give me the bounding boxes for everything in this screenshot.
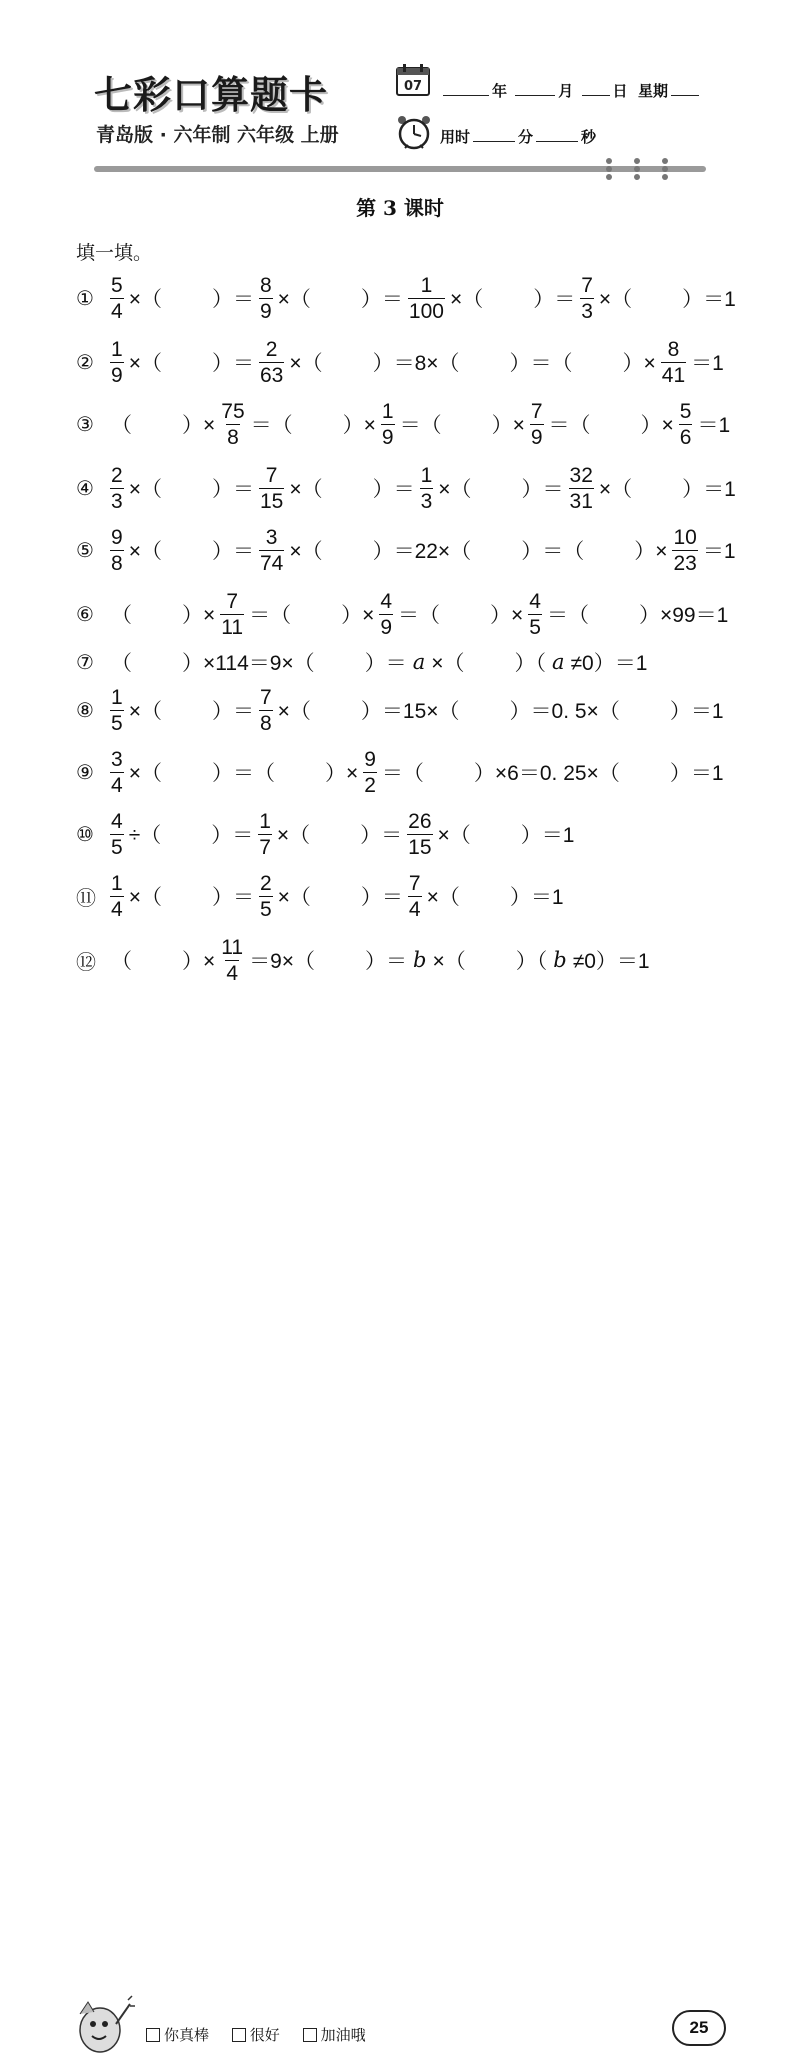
calendar-icon <box>396 64 430 96</box>
denominator: 4 <box>226 961 239 985</box>
fraction <box>408 275 445 322</box>
denominator: 9 <box>111 363 123 387</box>
expression-text: ）× <box>622 352 656 375</box>
rating-option[interactable]: 很好 <box>232 2024 280 2045</box>
problem-row <box>76 396 733 452</box>
expression-text: ×（ <box>128 478 162 501</box>
variable: a <box>551 650 565 674</box>
denominator: 4 <box>111 773 123 797</box>
fraction <box>110 873 124 920</box>
expression-text: ×（ <box>432 950 466 973</box>
fraction <box>580 275 594 322</box>
numerator: 1 <box>111 337 123 361</box>
footer <box>0 990 800 2044</box>
numerator: 8 <box>667 337 680 361</box>
expression-text: ）＝ <box>211 886 254 909</box>
numerator: 7 <box>226 589 239 613</box>
expression-text: ）（ <box>515 950 548 973</box>
expression-text: ）＝ <box>372 478 415 501</box>
expression-text: （ <box>111 950 132 973</box>
self-rating <box>146 2024 384 2046</box>
denominator: 23 <box>673 551 697 575</box>
problem-number: ⑪ <box>76 885 96 910</box>
expression-text: ×（ <box>128 352 162 375</box>
denominator: 11 <box>221 615 244 639</box>
checkbox[interactable] <box>303 2028 317 2042</box>
header-divider <box>94 166 706 172</box>
week-label: 星期 <box>637 82 668 100</box>
numerator: 4 <box>529 589 541 613</box>
denominator: 31 <box>569 489 593 513</box>
expression-text: ×（ <box>598 478 633 501</box>
checkbox[interactable] <box>232 2028 246 2042</box>
clock-icon <box>396 114 432 150</box>
fraction <box>363 749 377 796</box>
expression-text: ）×6＝0. 25×（ <box>473 762 620 785</box>
brand-title: 七彩口算题卡 <box>94 72 329 117</box>
expression-text: ×（ <box>289 478 323 501</box>
numerator: 3 <box>111 747 123 771</box>
fraction <box>379 591 393 638</box>
denominator: 9 <box>380 615 393 639</box>
denominator: 5 <box>259 897 272 921</box>
divider-pin <box>606 158 612 180</box>
expression-text: （ <box>111 414 132 437</box>
fraction <box>110 749 124 796</box>
numerator: 1 <box>381 399 394 423</box>
denominator: 6 <box>679 425 692 449</box>
denominator: 9 <box>381 425 394 449</box>
problem-row <box>76 522 739 578</box>
denominator: 100 <box>408 299 444 323</box>
numerator: 7 <box>265 463 278 487</box>
expression-text: ）＝ <box>360 824 403 847</box>
rating-option[interactable]: 你真棒 <box>146 2024 209 2045</box>
day-blank[interactable] <box>582 81 610 96</box>
expression-text: ×（ <box>277 700 311 723</box>
seconds-blank[interactable] <box>536 127 578 142</box>
expression-text: ）＝ <box>211 824 254 847</box>
fraction <box>420 465 434 512</box>
expression-text: ＝1 <box>691 352 724 375</box>
expression-text: ＝（ <box>250 414 293 437</box>
fraction <box>110 339 124 386</box>
expression-text: ×（ <box>128 540 162 563</box>
expression-text: ×（ <box>128 700 162 723</box>
numerator: 7 <box>581 273 593 297</box>
expression-text: ）＝0. 5×（ <box>509 700 620 723</box>
fraction <box>259 873 273 920</box>
expression-text: ×（ <box>276 824 311 847</box>
instruction: 填一填。 <box>76 242 153 264</box>
denominator: 3 <box>420 489 433 513</box>
expression-text: ）＝1 <box>520 824 575 847</box>
denominator: 4 <box>111 897 123 921</box>
expression-text: ＝1 <box>702 540 736 563</box>
divider-pin <box>634 158 640 180</box>
year-label: 年 <box>492 82 508 100</box>
date-fill-line <box>440 80 702 101</box>
expression-text: ×（ <box>289 540 323 563</box>
checkbox[interactable] <box>146 2028 160 2042</box>
expression-text: ）× <box>342 414 376 437</box>
numerator: 75 <box>221 399 245 423</box>
expression-text: ×（ <box>128 886 162 909</box>
numerator: 32 <box>569 463 593 487</box>
expression-text: ）＝ <box>211 478 254 501</box>
fraction <box>110 811 124 858</box>
numerator: 1 <box>259 809 271 833</box>
numerator: 7 <box>408 871 421 895</box>
expression-text: ×（ <box>431 652 465 675</box>
denominator: 74 <box>259 551 284 575</box>
denominator: 8 <box>227 425 239 449</box>
time-fill-line <box>440 126 596 147</box>
expression-text: ）＝ <box>211 540 254 563</box>
expression-text: ×（ <box>128 288 162 311</box>
page-number: 25 <box>672 2010 726 2046</box>
problem-number: ⑥ <box>76 602 94 626</box>
fraction <box>408 873 422 920</box>
expression-text: ＝（ <box>381 762 424 785</box>
problem-row <box>76 334 727 390</box>
expression-text: ＝9×（ <box>249 950 316 973</box>
header <box>0 0 800 190</box>
expression-text: ）＝1 <box>682 478 736 501</box>
denominator: 8 <box>111 551 123 575</box>
year-blank[interactable] <box>443 81 489 96</box>
denominator: 63 <box>259 363 284 387</box>
expression-text: ×（ <box>277 886 311 909</box>
edition-label: 青岛版 · 六年制 六年级 上册 <box>96 124 339 146</box>
expression-text: ≠0）＝1 <box>570 652 648 675</box>
denominator: 41 <box>661 363 686 387</box>
expression-text: ×（ <box>128 762 162 785</box>
variable: a <box>412 650 426 674</box>
expression-text: ）× <box>490 604 524 627</box>
expression-text: ）＝1 <box>669 762 724 785</box>
fraction <box>672 527 697 574</box>
expression-text: ）× <box>634 540 668 563</box>
expression-text: ＝（ <box>249 604 292 627</box>
fraction <box>220 401 245 448</box>
numerator: 5 <box>111 273 123 297</box>
fraction <box>110 527 124 574</box>
fraction <box>381 401 395 448</box>
numerator: 7 <box>530 399 543 423</box>
expression-text: ）＝（ <box>521 540 585 563</box>
fraction <box>407 811 432 858</box>
expression-text: （ <box>111 652 132 675</box>
denominator: 3 <box>111 489 123 513</box>
expression-text: ÷（ <box>128 824 162 847</box>
numerator: 2 <box>265 337 278 361</box>
expression-text: ）＝ <box>533 288 576 311</box>
expression-text: ×（ <box>426 886 460 909</box>
expression-text: ）× <box>341 604 375 627</box>
expression-text: ）＝ <box>364 652 407 675</box>
time-used-label: 用时 <box>440 128 471 146</box>
expression-text: ＝1 <box>697 414 731 437</box>
numerator: 4 <box>380 589 393 613</box>
problem-number: ⑩ <box>76 822 94 846</box>
fraction <box>110 687 124 734</box>
numerator: 7 <box>259 685 272 709</box>
expression-text: ≠0）＝1 <box>572 950 650 973</box>
mascot-icon <box>70 1994 136 2058</box>
numerator: 11 <box>221 935 244 959</box>
expression-text: ＝（ <box>399 414 442 437</box>
expression-text: ）× <box>182 950 216 973</box>
problem-row <box>76 806 577 862</box>
problem-row <box>76 460 739 516</box>
expression-text: ）× <box>491 414 525 437</box>
problem-row <box>76 744 727 800</box>
numerator: 26 <box>408 809 432 833</box>
divider-pin <box>662 158 668 180</box>
numerator: 1 <box>111 685 123 709</box>
problem-number: ② <box>76 350 94 374</box>
fraction <box>110 275 124 322</box>
expression-text: ）＝ <box>211 352 254 375</box>
expression-text: ×（ <box>449 288 484 311</box>
expression-text: ）＝ <box>211 288 254 311</box>
expression-text: ×（ <box>437 824 471 847</box>
problem-row <box>76 682 727 738</box>
problem-number: ⑨ <box>76 760 94 784</box>
numerator: 10 <box>673 525 697 549</box>
variable: b <box>553 948 567 972</box>
expression-text: ）× <box>182 414 216 437</box>
fraction <box>259 687 273 734</box>
problem-row <box>76 932 653 988</box>
minutes-blank[interactable] <box>473 127 515 142</box>
denominator: 3 <box>581 299 593 323</box>
numerator: 2 <box>259 871 272 895</box>
numerator: 2 <box>111 463 123 487</box>
variable: b <box>413 948 427 972</box>
expression-text: ）＝ <box>360 886 403 909</box>
fraction <box>258 811 272 858</box>
denominator: 4 <box>111 299 123 323</box>
expression-text: ）×99＝1 <box>638 604 729 627</box>
denominator: 5 <box>529 615 541 639</box>
fraction <box>220 591 244 638</box>
expression-text: ×（ <box>438 478 472 501</box>
denominator: 7 <box>259 835 271 859</box>
expression-text: ）×114＝9×（ <box>182 652 315 675</box>
expression-text: ）× <box>324 762 359 785</box>
expression-text: ×（ <box>598 288 633 311</box>
calendar-number: 07 <box>403 79 423 94</box>
expression-text: ）＝15×（ <box>360 700 460 723</box>
minutes-label: 分 <box>518 128 534 146</box>
expression-text: ）＝ <box>521 478 564 501</box>
denominator: 8 <box>259 711 272 735</box>
expression-text: ）＝1 <box>682 288 736 311</box>
day-label: 日 <box>612 82 628 100</box>
problem-row <box>76 270 739 326</box>
fraction <box>528 591 542 638</box>
problem-number: ⑫ <box>76 949 96 974</box>
numerator: 8 <box>259 273 272 297</box>
month-label: 月 <box>558 82 574 100</box>
month-blank[interactable] <box>515 81 555 96</box>
numerator: 1 <box>420 273 433 297</box>
numerator: 4 <box>111 809 123 833</box>
numerator: 9 <box>364 747 376 771</box>
expression-text: ）＝（ <box>509 352 573 375</box>
denominator: 15 <box>408 835 432 859</box>
seconds-label: 秒 <box>581 128 597 146</box>
expression-text: ）＝ <box>211 700 254 723</box>
expression-text: ×（ <box>289 352 323 375</box>
expression-text: ＝（ <box>398 604 441 627</box>
expression-text: ）＝ <box>360 288 403 311</box>
fraction <box>110 465 124 512</box>
problem-number: ⑦ <box>76 650 94 674</box>
denominator: 5 <box>111 711 123 735</box>
expression-text: （ <box>111 604 132 627</box>
lesson-title: 第 3 课时 <box>356 196 444 220</box>
problem-number: ⑧ <box>76 698 94 722</box>
problem-row <box>76 868 567 924</box>
expression-text: ）＝8×（ <box>372 352 460 375</box>
numerator: 1 <box>111 871 123 895</box>
expression-text: ）× <box>640 414 674 437</box>
expression-text: ）＝1 <box>509 886 564 909</box>
fraction <box>661 339 686 386</box>
denominator: 2 <box>364 773 376 797</box>
problem-number: ⑤ <box>76 538 94 562</box>
rating-option[interactable]: 加油哦 <box>303 2024 366 2045</box>
fraction <box>569 465 594 512</box>
problem-number: ③ <box>76 412 94 436</box>
fraction <box>259 339 284 386</box>
numerator: 9 <box>111 525 123 549</box>
fraction <box>259 275 273 322</box>
denominator: 9 <box>259 299 272 323</box>
fraction <box>220 937 244 984</box>
problem-number: ① <box>76 286 94 310</box>
denominator: 9 <box>530 425 543 449</box>
expression-text: ）× <box>182 604 216 627</box>
numerator: 1 <box>420 463 433 487</box>
fraction <box>679 401 693 448</box>
numerator: 5 <box>679 399 692 423</box>
expression-text: ）（ <box>514 652 546 675</box>
week-blank[interactable] <box>671 81 699 96</box>
expression-text: ）＝ <box>365 950 408 973</box>
expression-text: ＝（ <box>548 414 591 437</box>
fraction <box>259 465 284 512</box>
expression-text: ）＝（ <box>211 762 275 785</box>
denominator: 5 <box>111 835 123 859</box>
fraction <box>259 527 284 574</box>
expression-text: ＝（ <box>546 604 589 627</box>
problem-number: ④ <box>76 476 94 500</box>
numerator: 3 <box>265 525 278 549</box>
expression-text: ）＝22×（ <box>372 540 472 563</box>
expression-text: ×（ <box>277 288 311 311</box>
fraction <box>530 401 544 448</box>
denominator: 15 <box>259 489 284 513</box>
denominator: 4 <box>408 897 421 921</box>
expression-text: ）＝1 <box>669 700 724 723</box>
